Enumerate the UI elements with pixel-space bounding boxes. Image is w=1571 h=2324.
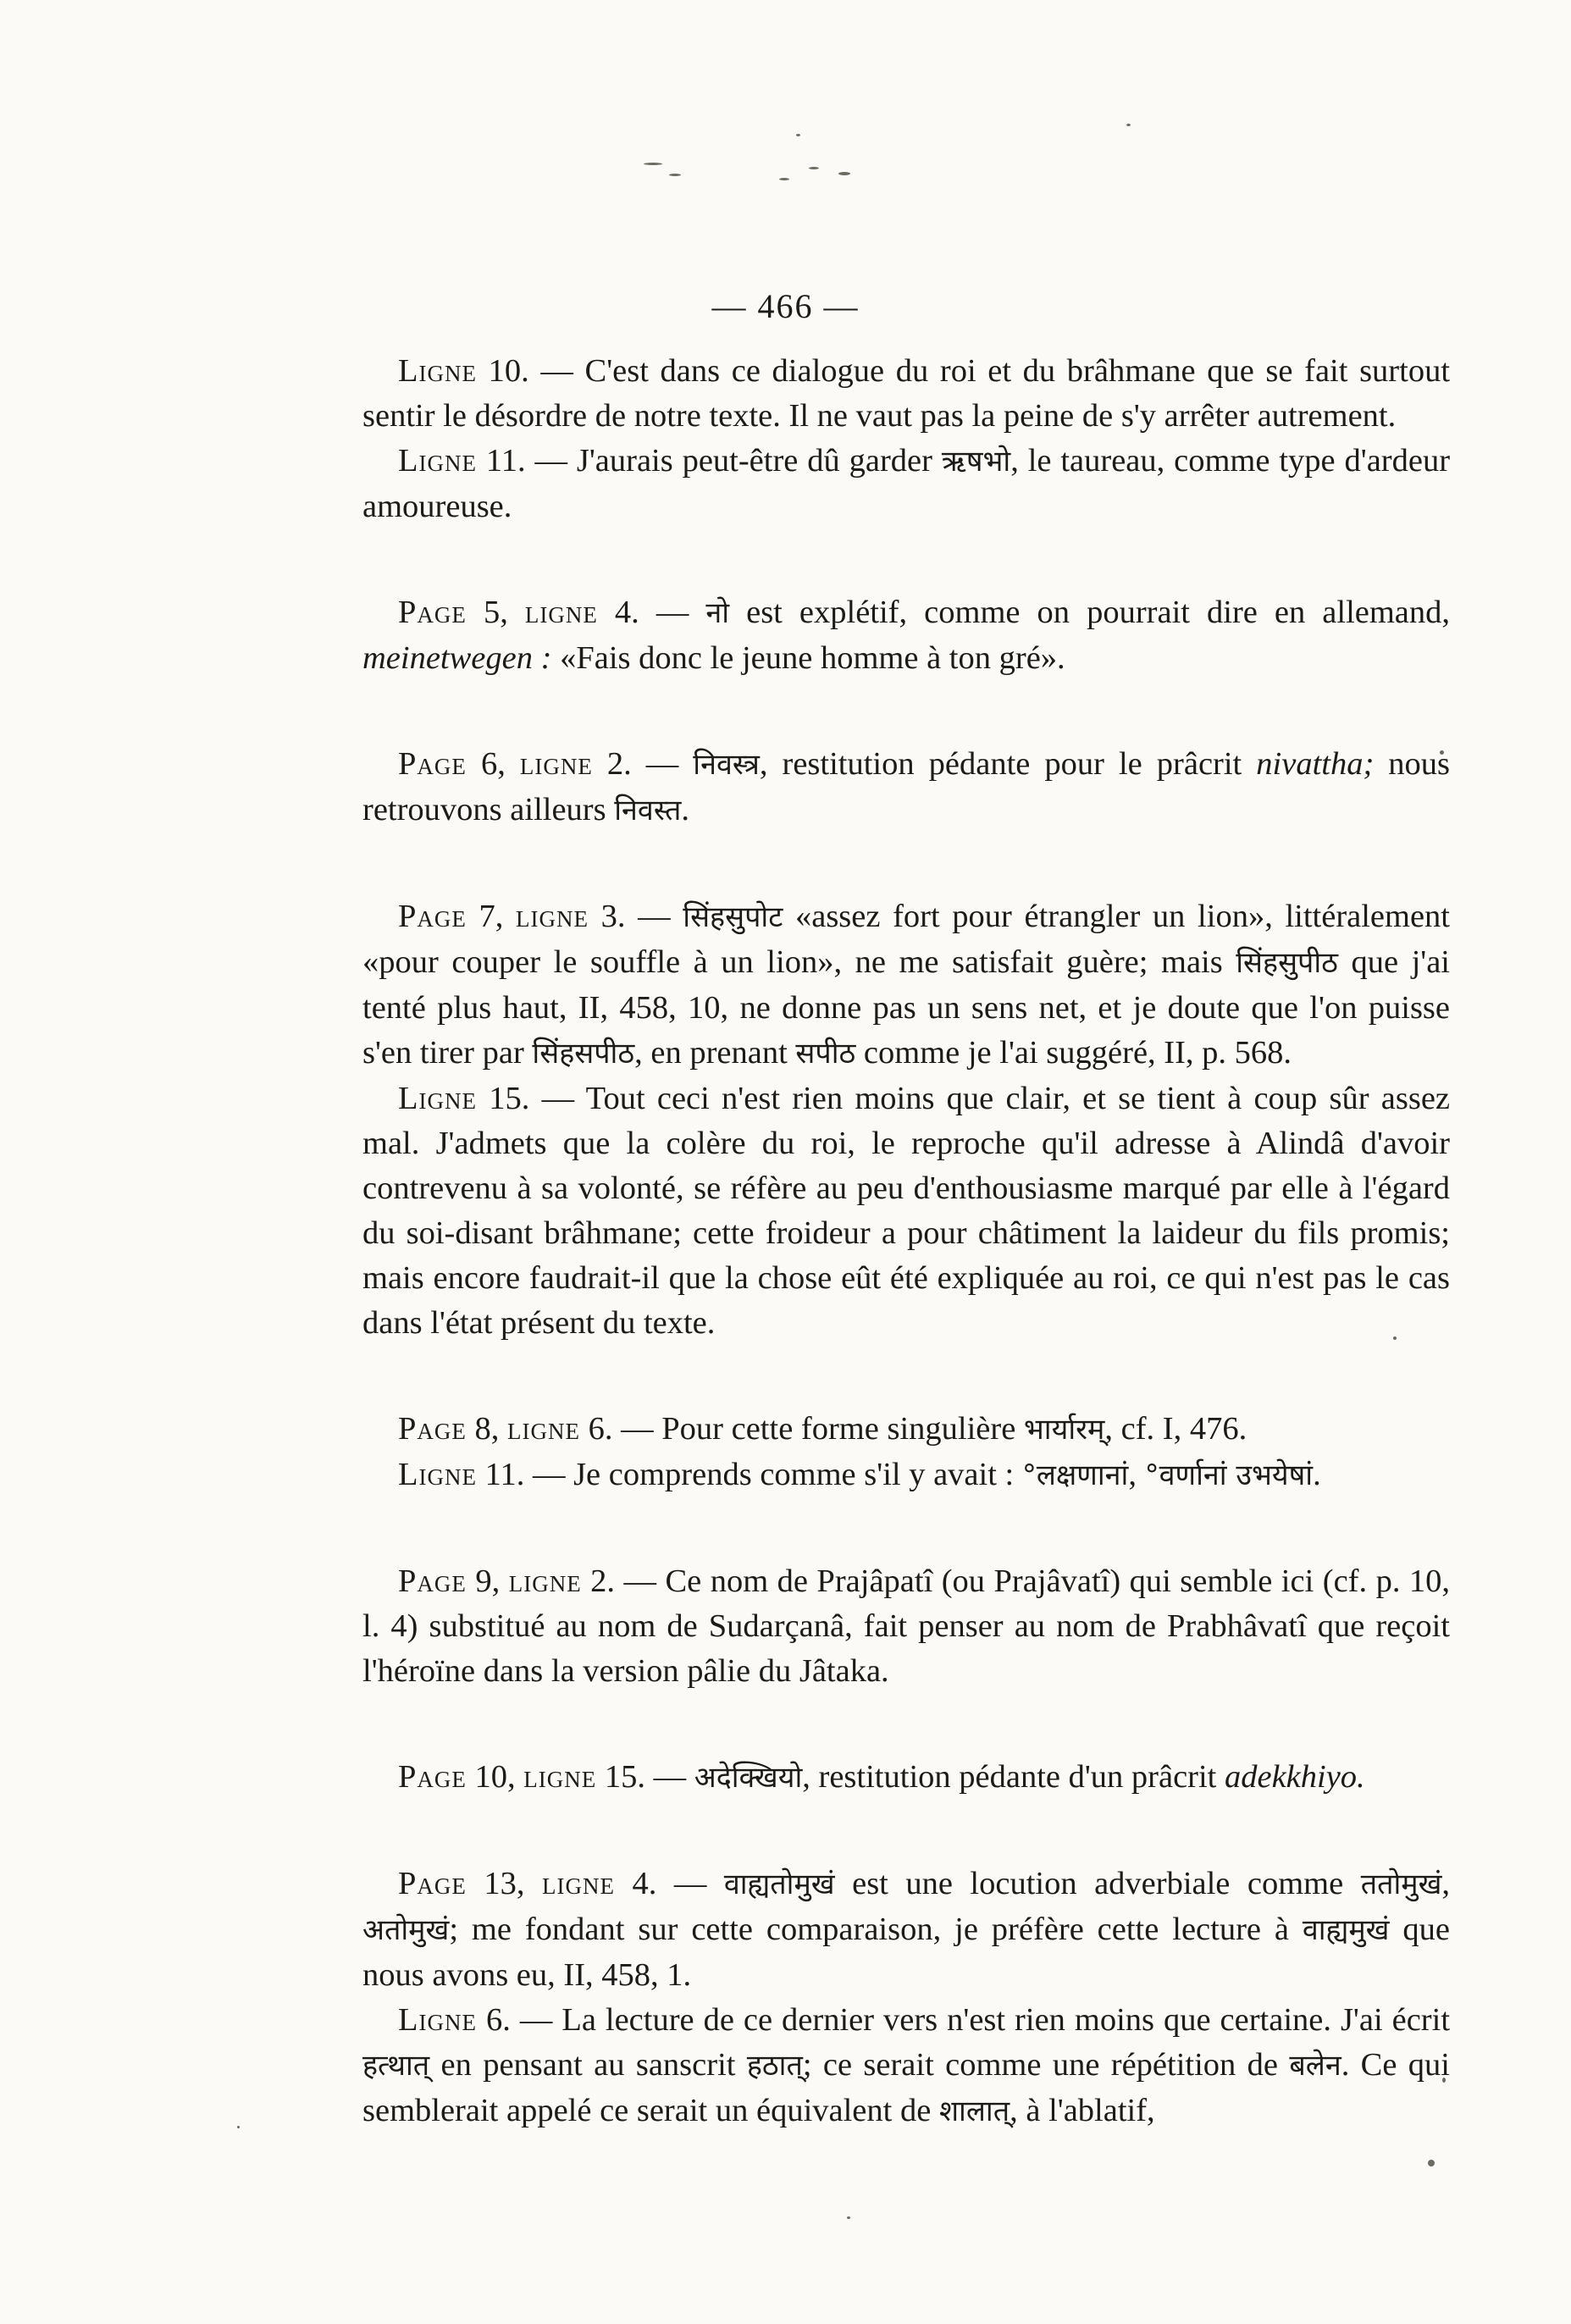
page-label: Page [398,1411,467,1447]
note-page-7: Page 7, ligne 3. — सिंहसुपोट «assez fort pour étrangler un lion», littéralement «pour couper le souffle à un lion», ne me satisfait guère; mais सिंहसुपीठ que j'ai tenté plus haut, II, 458, 10, ne donne pas un sens net, et je doute que l'on puisse s'en tirer par सिंहसपीठ, en prenant सपीठ comme je l'ai suggéré, II, p. 568. [362,899,1450,1071]
note-page-13: Page 13, ligne 4. — वाह्यतोमुखं est une locution adverbiale comme ततोमुखं, अतोमुखं; me fondant sur cette comparaison, je préfère cette lecture à वाह्यमुखं que nous avons eu, II, 458, 1. [362,1866,1451,1993]
ligne-number: 2. [606,746,632,782]
ligne-label: Ligne [398,1081,477,1116]
page-ref: 5, [483,595,508,630]
page-label: Page [398,746,467,782]
page-number: — 466 — [711,287,860,325]
note-page-9: Page 9, ligne 2. — Ce nom de Prajâpatî (ou Prajâvatî) qui semble ici (cf. p. 10, l. 4) substitué au nom de Sudarçanâ, fait penser au nom de Prabhâvatî que reçoit l'héroïne dans la version pâlie du Jâtaka. [362,1563,1451,1689]
devanagari-word: सिंहसुपोट [683,900,783,934]
devanagari-word: नो [705,596,730,630]
scan-speck [669,174,681,176]
devanagari-word: सिंहसुपीठ [1236,946,1338,980]
note-page-5: Page 5, ligne 4. — नो est explétif, comme on pourrait dire en allemand, meinetwegen : «Fais donc le jeune homme à ton gré». [362,595,1451,676]
ligne-label: ligne [516,899,589,934]
page-label: Page [398,1759,467,1795]
note-text: Ce nom de Prajâpatî (ou Prajâvatî) qui semble ici (cf. p. 10, l. 4) substitué au nom de Sudarçanâ, fait penser au nom de Prabhâvatî que reçoit l'héroïne dans la version pâlie du Jâtaka. [362,1563,1451,1689]
scan-speck [237,2126,240,2128]
page-ref: 7, [478,899,504,934]
note-ligne-10: Ligne 10. — C'est dans ce dialogue du roi et du brâhmane que se fait surtout sentir le désordre de notre texte. Il ne vaut pas la peine de s'y arrêter autrement. [362,353,1451,434]
page-ref: 9, [475,1563,501,1599]
scan-speck [838,172,850,175]
devanagari-word: निवस्त्र [693,748,760,782]
scan-speck [644,163,662,165]
note-page-10: Page 10, ligne 15. — अदेक्खियो, restitution pédante d'un prâcrit adekkhiyo. [398,1759,1365,1795]
ligne-number: 15. [489,1081,530,1116]
note-text: C'est dans ce dialogue du roi et du brâhmane que se fait surtout sentir le désordre de notre texte. Il ne vaut pas la peine de s'y arrêter autrement. [362,353,1451,434]
ligne-number: 11. [485,443,526,479]
note-ligne-11b: Ligne 11. — Je comprends comme s'il y avait : °लक्षणानां, °वर्णानां उभयेषां. [398,1457,1321,1492]
ligne-label: Ligne [398,1457,477,1492]
scan-speck [1428,2160,1435,2166]
devanagari-word: हठात् [746,2049,803,2083]
note-ligne-6: Ligne 6. — La lecture de ce dernier vers n'est rien moins que certaine. J'ai écrit हत्थात् en pensant au sanscrit हठात्; ce serait comme une répétition de बलेन. Ce qui semblerait appelé ce serait un équivalent de शालात्, à l'ablatif, [362,2002,1451,2128]
devanagari-word: निवस्त [614,794,682,827]
ligne-number: 4. [614,595,639,630]
devanagari-word: अतोमुखं [362,1913,450,1947]
page-ref: 10, [474,1759,516,1795]
ligne-label: Ligne [398,2002,477,2038]
ligne-number: 6. [485,2002,511,2038]
ligne-number: 4. [632,1866,657,1901]
page-ref: 13, [484,1866,525,1901]
scan-speck [1126,124,1131,126]
ligne-label: ligne [519,746,593,782]
ligne-label: Ligne [398,443,477,479]
page-label: Page [398,595,467,630]
devanagari-word: हत्थात् [362,2049,430,2083]
ligne-number: 11. [484,1457,525,1492]
scan-speck [847,2216,850,2219]
devanagari-word: भार्यारम् [1023,1413,1105,1447]
page-label: Page [398,1866,467,1901]
ligne-label: Ligne [398,353,477,389]
page-label: Page [398,899,467,934]
devanagari-word: °वर्णानां उभयेषां [1144,1458,1314,1492]
devanagari-word: बलेन [1289,2049,1341,2083]
ligne-number: 3. [600,899,626,934]
ligne-label: ligne [523,1759,597,1795]
devanagari-word: अदेक्खियो [694,1761,803,1795]
note-ligne-15: Ligne 15. — Tout ceci n'est rien moins que clair, et se tient à coup sûr assez mal. J'admets que la colère du roi, le reproche qu'il adresse à Alindâ d'avoir contrevenu à sa volonté, se réfère au peu d'enthousiasme marqué par elle à l'égard du soi-disant brâhmane; cette froideur a pour châtiment la laideur du fils promis; mais encore faudrait-il que la chose eût été expliquée au roi, ce qui n'est pas le cas dans l'état présent du texte. [362,1081,1451,1341]
notes-body [362,349,1450,2134]
note-page-6: Page 6, ligne 2. — निवस्त्र, restitution pédante pour le prâcrit nivattha; nous retrouvons ailleurs निवस्त. [362,746,1451,827]
page-ref: 8, [474,1411,500,1447]
scan-speck [779,178,789,180]
ligne-label: ligne [507,1411,581,1447]
ligne-label: ligne [524,595,598,630]
devanagari-word: °लक्षणानां [1021,1458,1129,1492]
devanagari-word: शालात् [938,2094,1010,2128]
ligne-number: 15. [604,1759,646,1795]
note-page-8: Page 8, ligne 6. — Pour cette forme singulière भार्यारम्, cf. I, 476. [398,1411,1247,1447]
page-label: Page [398,1563,467,1599]
page-ref: 6, [480,746,506,782]
devanagari-word: ततोमुखं [1360,1868,1442,1901]
ligne-label: ligne [508,1563,582,1599]
note-text: Tout ceci n'est rien moins que clair, et se tient à coup sûr assez mal. J'admets que la colère du roi, le reproche qu'il adresse à Alindâ d'avoir contrevenu à sa volonté, se réfère au peu d'enthousiasme marqué par elle à l'égard du soi-disant brâhmane; cette froideur a pour châtiment la laideur du fils promis; mais encore faudrait-il que la chose eût été expliquée au roi, ce qui n'est pas le cas dans l'état présent du texte. [362,1081,1451,1341]
scan-speck [796,134,800,136]
ligne-number: 6. [588,1411,613,1447]
note-ligne-11: Ligne 11. — J'aurais peut-être dû garder ऋषभो, le taureau, comme type d'ardeur amoureuse. [362,443,1451,524]
ligne-number: 10. [488,353,529,389]
devanagari-word: ऋषभो [941,445,1011,479]
ligne-number: 2. [590,1563,616,1599]
devanagari-word: सपीठ [795,1037,856,1071]
ligne-label: ligne [542,1866,615,1901]
scan-speck [809,167,819,169]
devanagari-word: वाह्यमुखं [1302,1913,1390,1947]
devanagari-word: वाह्यतोमुखं [723,1868,835,1901]
devanagari-word: सिंहसपीठ [532,1037,635,1071]
